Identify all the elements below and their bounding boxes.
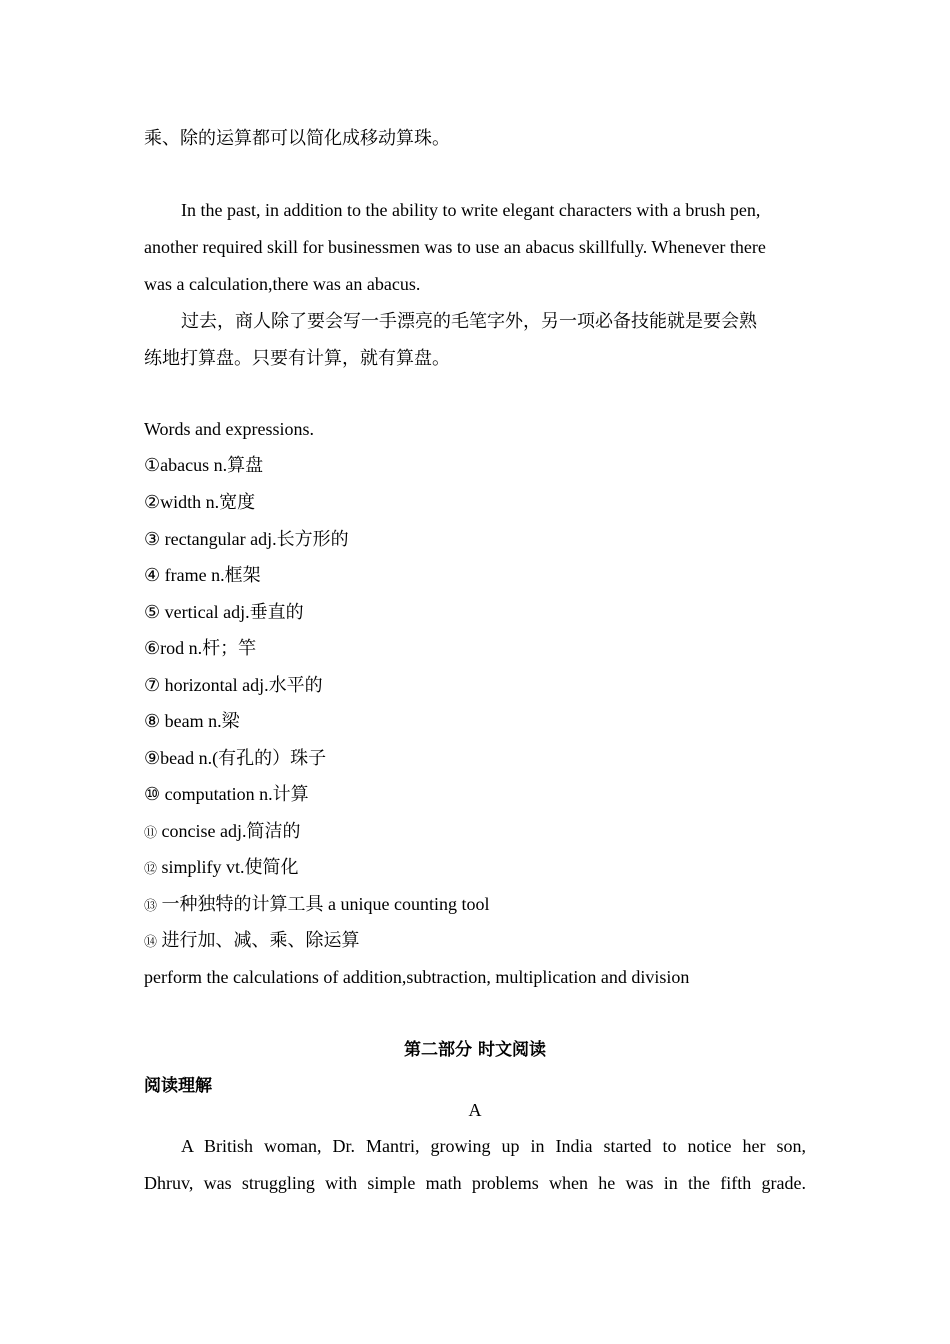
- vocab-item: [144, 892, 490, 918]
- intro-cn-line-2: 练地打算盘。只要有计算，就有算盘。: [144, 348, 450, 368]
- vocab-text: vertical adj.垂直的: [160, 602, 304, 622]
- vocab-text: concise adj.简洁的: [157, 821, 301, 841]
- vocab-number: ②: [144, 492, 161, 512]
- vocab-text: beam n.梁: [160, 711, 240, 731]
- vocab-item: [144, 490, 255, 514]
- passage-label: A: [468, 1100, 482, 1120]
- vocab-item: [144, 527, 349, 551]
- vocab-number: ⑩: [144, 784, 161, 804]
- vocab-item: [144, 746, 326, 770]
- vocab-item: [144, 453, 263, 477]
- vocab-item: [144, 600, 304, 624]
- vocab-number: ④: [144, 565, 161, 585]
- vocab-text: horizontal adj.水平的: [160, 675, 323, 695]
- vocab-text: 一种独特的计算工具 a unique counting tool: [157, 894, 490, 914]
- vocab-number: ⑫: [144, 861, 158, 876]
- vocab-number: ⑦: [144, 675, 161, 695]
- vocab-text: bead n.(有孔的）珠子: [160, 748, 327, 768]
- vocab-text: 进行加、减、乘、除运算: [157, 930, 360, 950]
- vocab-item: [144, 563, 261, 587]
- vocab-number: ⑬: [144, 898, 158, 913]
- vocab-number: ⑧: [144, 711, 161, 731]
- vocab-item: [144, 782, 309, 806]
- vocab-text: rod n.杆；竿: [160, 638, 257, 658]
- vocab-number: ⑭: [144, 934, 158, 949]
- intro-en-line-3: was a calculation,there was an abacus.: [144, 274, 421, 294]
- vocab-text: frame n.框架: [160, 565, 261, 585]
- vocab-text: width n.宽度: [160, 492, 256, 512]
- intro-en-line-1: In the past, in addition to the ability to write elegant characters with a brush pen,: [181, 200, 761, 220]
- vocab-item-14-english: perform the calculations of addition,subtraction, multiplication and division: [144, 967, 690, 987]
- vocab-number: ⑪: [144, 825, 158, 840]
- intro-en-line-2: another required skill for businessmen was to use an abacus skillfully. Whenever there: [144, 237, 766, 257]
- vocab-number: ⑨: [144, 748, 161, 768]
- vocab-text: rectangular adj.长方形的: [160, 529, 349, 549]
- vocab-number: ③: [144, 529, 161, 549]
- part-two-title: 第二部分 时文阅读: [404, 1040, 546, 1060]
- vocab-number: ⑥: [144, 638, 161, 658]
- vocab-item: [144, 636, 256, 660]
- vocab-text: abacus n.算盘: [160, 455, 264, 475]
- vocab-item: [144, 709, 240, 733]
- vocab-text: computation n.计算: [160, 784, 309, 804]
- vocab-number: ⑤: [144, 602, 161, 622]
- intro-cn-line-1: 过去，商人除了要会写一手漂亮的毛笔字外，另一项必备技能就是要会熟: [181, 311, 757, 331]
- vocab-text: simplify vt.使简化: [157, 857, 299, 877]
- vocab-item: [144, 855, 299, 881]
- section-subtitle: 阅读理解: [144, 1076, 212, 1096]
- words-heading: Words and expressions.: [144, 419, 315, 439]
- vocab-item: [144, 928, 360, 954]
- vocab-number: ①: [144, 455, 161, 475]
- vocab-item: [144, 819, 300, 845]
- intro-cn-tail: 乘、除的运算都可以简化成移动算珠。: [144, 128, 450, 148]
- passage-line-2: Dhruv, was struggling with simple math problems when he was in the fifth grade.: [144, 1173, 806, 1193]
- passage-line-1: A British woman, Dr. Mantri, growing up in India started to notice her son,: [181, 1136, 806, 1156]
- vocab-item: [144, 673, 323, 697]
